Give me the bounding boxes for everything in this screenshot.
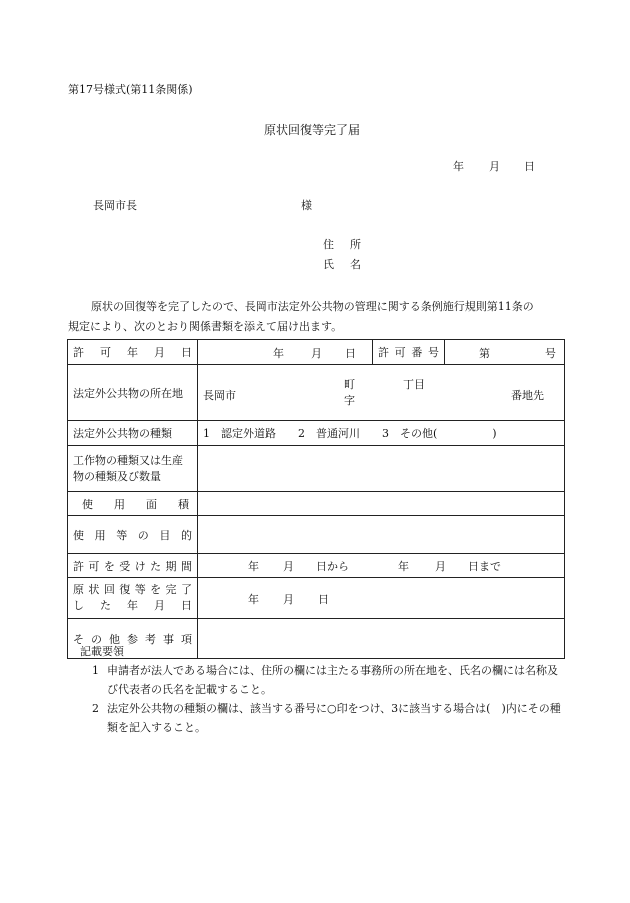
row-area <box>68 492 565 516</box>
completion-date-label: 原 状 回 復 等 を 完 了 し た 年 月 日 <box>68 578 198 619</box>
permit-date-label: 許 可 年 月 日 <box>68 340 198 365</box>
honorific: 様 <box>301 199 312 212</box>
type-label: 法定外公共物の種類 <box>68 421 198 446</box>
structure-label: 工作物の種類又は生産物の種類及び数量 <box>68 446 198 492</box>
permit-number-label: 許 可 番 号 <box>373 340 445 365</box>
completion-date-field[interactable]: 年 月 日 <box>198 578 565 619</box>
structure-field[interactable] <box>198 446 565 492</box>
notes-heading: 記載要領 <box>80 645 124 658</box>
row-permit-date <box>68 340 565 365</box>
row-purpose <box>68 516 565 554</box>
area-label: 使 用 面 積 <box>68 492 198 516</box>
area-field[interactable] <box>198 492 565 516</box>
permit-number-field[interactable]: 第 号 <box>445 340 565 365</box>
period-field[interactable]: 年 月 日から 年 月 日まで <box>198 554 565 578</box>
form-title: 原状回復等完了届 <box>264 123 361 137</box>
purpose-field[interactable] <box>198 516 565 554</box>
note-item: 2 法定外公共物の種類の欄は、該当する番号に○印をつけ、3に該当する場合は( )内にその種類を記入すること。 <box>92 702 561 734</box>
name-label: 氏 名 <box>323 258 361 271</box>
form-table <box>67 339 565 659</box>
date-day-label: 日 <box>524 160 535 173</box>
row-completion-date <box>68 578 565 619</box>
type-options[interactable]: 1 認定外道路 2 普通河川 3 その他( ) <box>198 421 565 446</box>
location-field[interactable]: 長岡市 町 字 丁目 番地先 <box>198 365 565 421</box>
purpose-label: 使 用 等 の 目 的 <box>68 516 198 554</box>
permit-date-field[interactable]: 年 月 日 <box>198 340 373 365</box>
date-month-label: 月 <box>489 160 500 173</box>
intro-line-1: 原状の回復等を完了したので、長岡市法定外公共物の管理に関する条例施行規則第11条の <box>91 300 534 313</box>
note-item: 1 申請者が法人である場合には、住所の欄には主たる事務所の所在地を、氏名の欄には名称及び代表者の氏名を記載すること。 <box>92 664 558 696</box>
address-label: 住 所 <box>323 238 361 251</box>
row-period <box>68 554 565 578</box>
intro-line-2: 規定により、次のとおり関係書類を添えて届け出ます。 <box>68 320 343 333</box>
form-number: 第17号様式(第11条関係) <box>68 83 193 96</box>
addressee: 長岡市長 <box>93 199 137 212</box>
row-structure <box>68 446 565 492</box>
row-type <box>68 421 565 446</box>
notes-section <box>80 642 565 737</box>
remarks-label: そ の 他 参 考 事 項 <box>68 619 198 659</box>
date-year-label: 年 <box>453 160 464 173</box>
row-location <box>68 365 565 421</box>
location-label: 法定外公共物の所在地 <box>68 365 198 421</box>
period-label: 許 可 を 受 け た 期 間 <box>68 554 198 578</box>
